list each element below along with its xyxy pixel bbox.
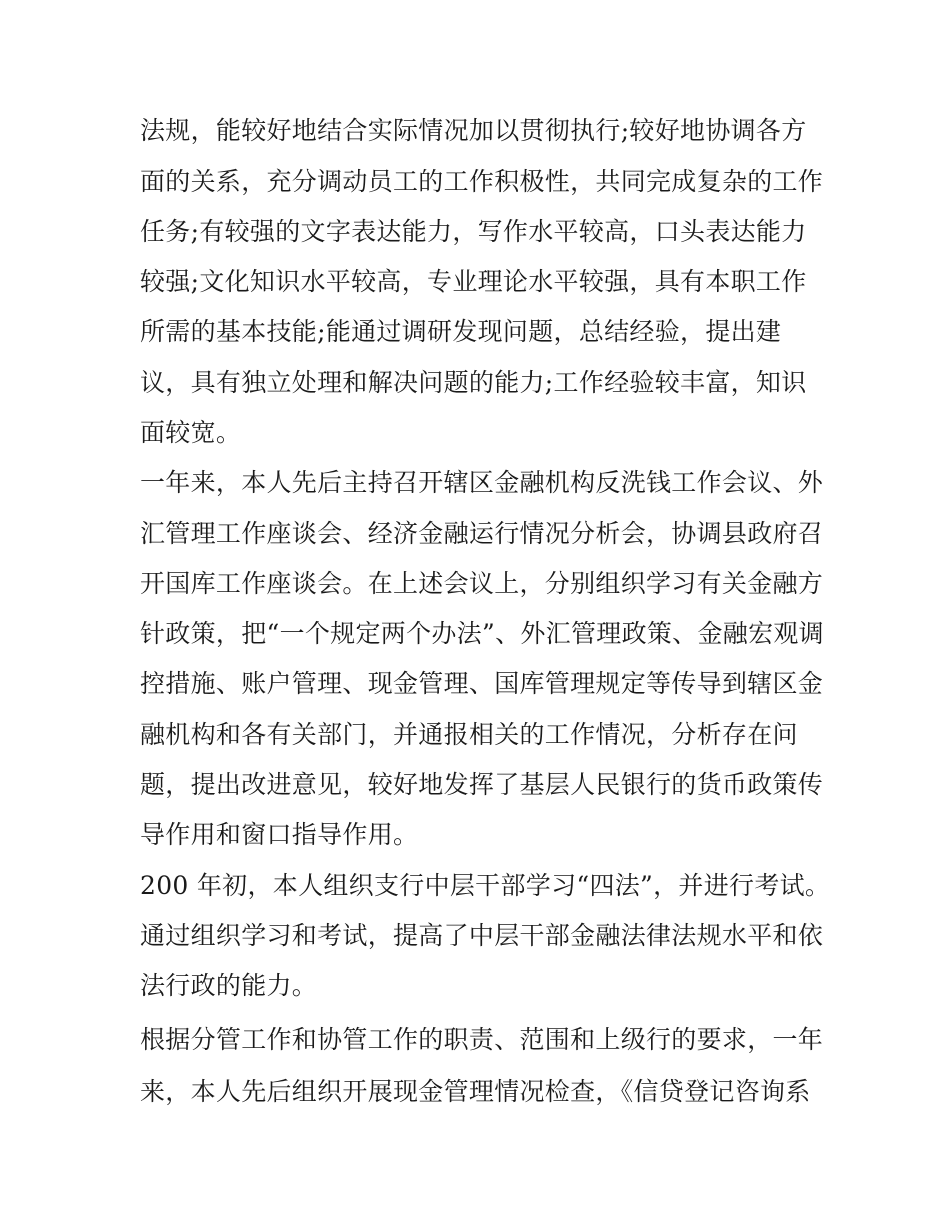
text-line-7: 面较宽。 <box>140 418 242 447</box>
text-line-5: 所需的基本技能;能通过调研发现问题，总结经验，提出建 <box>140 317 782 346</box>
text-line-12: 控措施、账户管理、现金管理、国库管理规定等传导到辖区金 <box>140 669 824 698</box>
text-line-6: 议，具有独立处理和解决问题的能力;工作经验较丰富，知识 <box>140 368 807 397</box>
text-line-3: 任务;有较强的文字表达能力，写作水平较高，口头表达能力 <box>140 217 807 246</box>
text-line-19: 根据分管工作和协管工作的职责、范围和上级行的要求，一年 <box>140 1025 824 1054</box>
text-line-11: 针政策，把“一个规定两个办法”、外汇管理政策、金融宏观调 <box>140 619 824 648</box>
text-line-15: 导作用和窗口指导作用。 <box>140 820 419 849</box>
text-line-17: 通过组织学习和考试，提高了中层干部金融法律法规水平和依 <box>140 921 824 950</box>
text-line-13: 融机构和各有关部门，并通报相关的工作情况，分析存在问 <box>140 720 798 749</box>
text-line-16: 200 年初，本人组织支行中层干部学习“四法”，并进行考试。 <box>140 871 831 900</box>
text-line-14: 题，提出改进意见，较好地发挥了基层人民银行的货币政策传 <box>140 770 824 799</box>
text-line-4: 较强;文化知识水平较高，专业理论水平较强，具有本职工作 <box>140 267 807 296</box>
text-line-8: 一年来，本人先后主持召开辖区金融机构反洗钱工作会议、外 <box>140 468 824 497</box>
text-line-18: 法行政的能力。 <box>140 971 318 1000</box>
text-line-1: 法规，能较好地结合实际情况加以贯彻执行;较好地协调各方 <box>140 116 807 145</box>
text-line-20: 来，本人先后组织开展现金管理情况检查，《信贷登记咨询系 <box>140 1077 811 1106</box>
text-line-9: 汇管理工作座谈会、经济金融运行情况分析会，协调县政府召 <box>140 519 824 548</box>
text-line-2: 面的关系，充分调动员工的工作积极性，共同完成复杂的工作 <box>140 167 824 196</box>
text-line-10: 开国库工作座谈会。在上述会议上，分别组织学习有关金融方 <box>140 569 824 598</box>
